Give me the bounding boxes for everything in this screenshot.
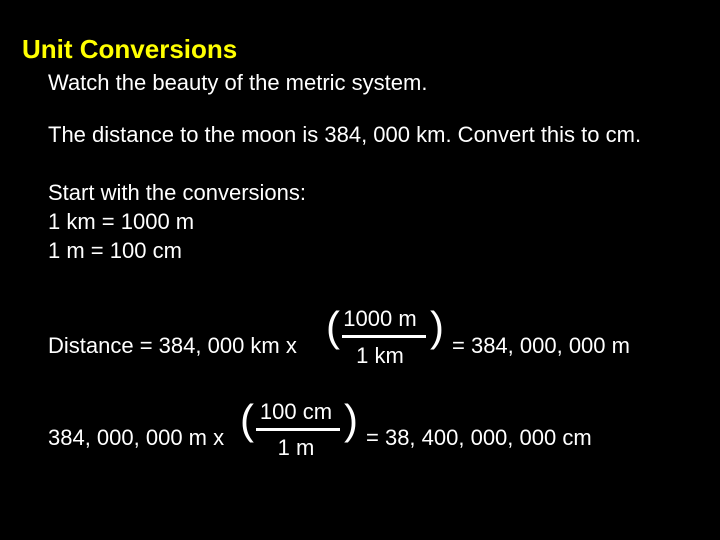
step1-result: = 384, 000, 000 m xyxy=(452,333,630,358)
right-paren: ) xyxy=(430,303,444,350)
step1-denominator: 1 km xyxy=(356,343,404,368)
step2-numerator: 100 cm xyxy=(259,399,333,424)
fraction-bar xyxy=(256,428,340,431)
left-paren: ( xyxy=(326,303,340,350)
problem-statement: The distance to the moon is 384, 000 km. Convert this to cm. xyxy=(48,122,642,147)
fraction-bar xyxy=(342,335,426,338)
subtitle: Watch the beauty of the metric system. xyxy=(48,70,428,95)
step2-prefix: 384, 000, 000 m x xyxy=(48,425,225,450)
step2-result: = 38, 400, 000, 000 cm xyxy=(366,425,592,450)
conversion-line: 1 m = 100 cm xyxy=(48,238,182,263)
conversions-heading: Start with the conversions: xyxy=(48,180,307,205)
slide-title: Unit Conversions xyxy=(22,34,238,64)
left-paren: ( xyxy=(240,396,254,443)
step1-numerator: 1000 m xyxy=(343,306,417,331)
step1-prefix: Distance = 384, 000 km x xyxy=(48,333,297,358)
right-paren: ) xyxy=(344,396,358,443)
conversion-line: 1 km = 1000 m xyxy=(48,209,195,234)
step2-denominator: 1 m xyxy=(277,435,315,460)
